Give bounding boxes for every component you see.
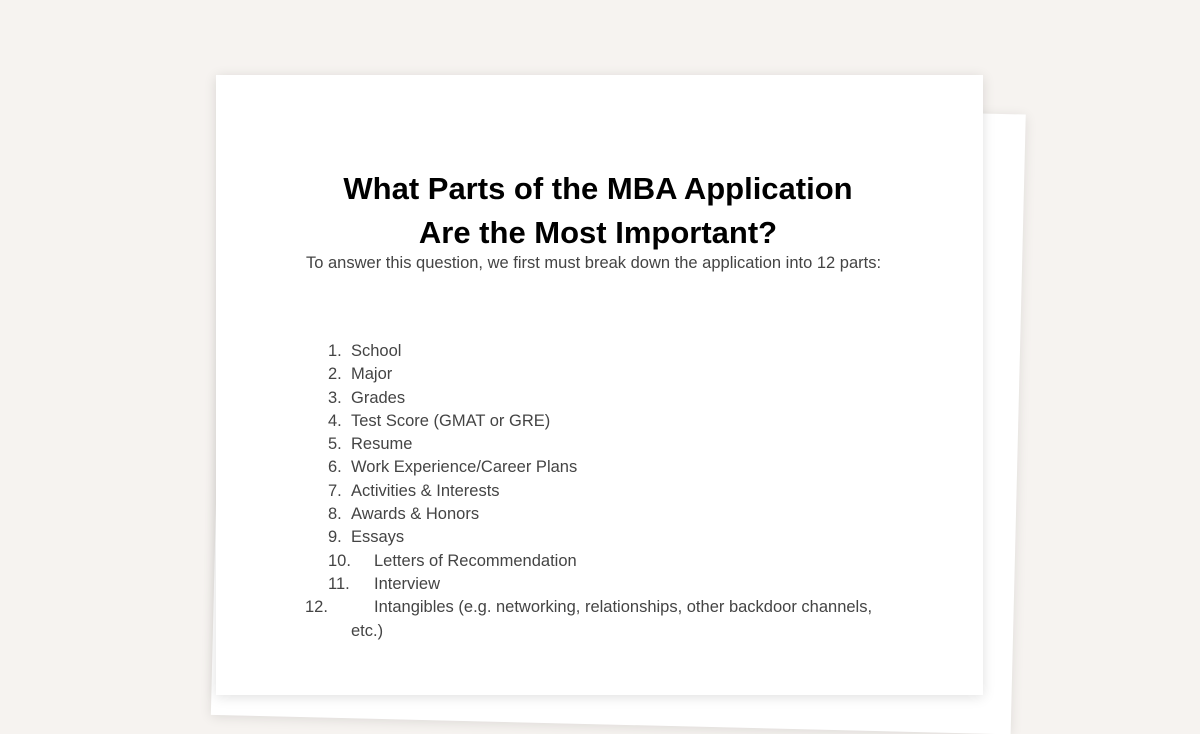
list-item-number: 8. bbox=[328, 505, 342, 524]
list-item bbox=[305, 596, 888, 643]
list-item-label: Awards & Honors bbox=[351, 505, 480, 524]
list-item-label: School bbox=[351, 342, 402, 360]
intro-paragraph: To answer this question, we first must break down the application into 12 parts: bbox=[306, 254, 882, 272]
list-item-number: 11. bbox=[328, 574, 350, 593]
list-item-label: Letters of Recommendation bbox=[374, 551, 577, 570]
list-item bbox=[328, 387, 888, 410]
list-item bbox=[328, 526, 888, 549]
title-line-2: Are the Most Important? bbox=[418, 215, 778, 250]
list-item-label: Major bbox=[351, 365, 393, 384]
list-item-number: 10. bbox=[328, 551, 351, 570]
list-item bbox=[328, 363, 888, 386]
list-item-number: 5. bbox=[328, 435, 342, 454]
list-item-label: Work Experience/Career Plans bbox=[351, 458, 578, 477]
list-item-label: Intangibles (e.g. networking, relationships, other backdoor channels, etc.) bbox=[351, 598, 873, 640]
list-item-label: Grades bbox=[351, 388, 406, 407]
list-item-number: 12. bbox=[305, 598, 328, 617]
list-item bbox=[328, 480, 888, 503]
list-item bbox=[328, 456, 888, 479]
application-parts-list bbox=[305, 340, 888, 643]
document-page bbox=[216, 75, 983, 695]
list-item bbox=[328, 433, 888, 456]
list-item-number: 9. bbox=[328, 528, 342, 547]
document-title bbox=[298, 167, 898, 255]
list-item-label: Essays bbox=[351, 528, 405, 547]
list-item bbox=[328, 573, 888, 596]
list-item-number: 4. bbox=[328, 411, 342, 430]
list-item bbox=[328, 410, 888, 433]
list-item-number: 2. bbox=[328, 365, 342, 384]
list-item-number: 6. bbox=[328, 458, 342, 477]
title-line-1: What Parts of the MBA Application bbox=[343, 171, 853, 206]
list-item-number: 7. bbox=[328, 481, 342, 500]
list-item-label: Activities & Interests bbox=[351, 481, 500, 500]
list-item-label: Test Score (GMAT or GRE) bbox=[351, 411, 551, 430]
list-item bbox=[328, 340, 888, 363]
list-item-number: 3. bbox=[328, 388, 342, 407]
list-item bbox=[328, 550, 888, 573]
list-item-label: Interview bbox=[374, 574, 441, 593]
list-item-label: Resume bbox=[351, 435, 413, 454]
list-item bbox=[328, 503, 888, 526]
list-item-number: 1. bbox=[328, 342, 342, 360]
